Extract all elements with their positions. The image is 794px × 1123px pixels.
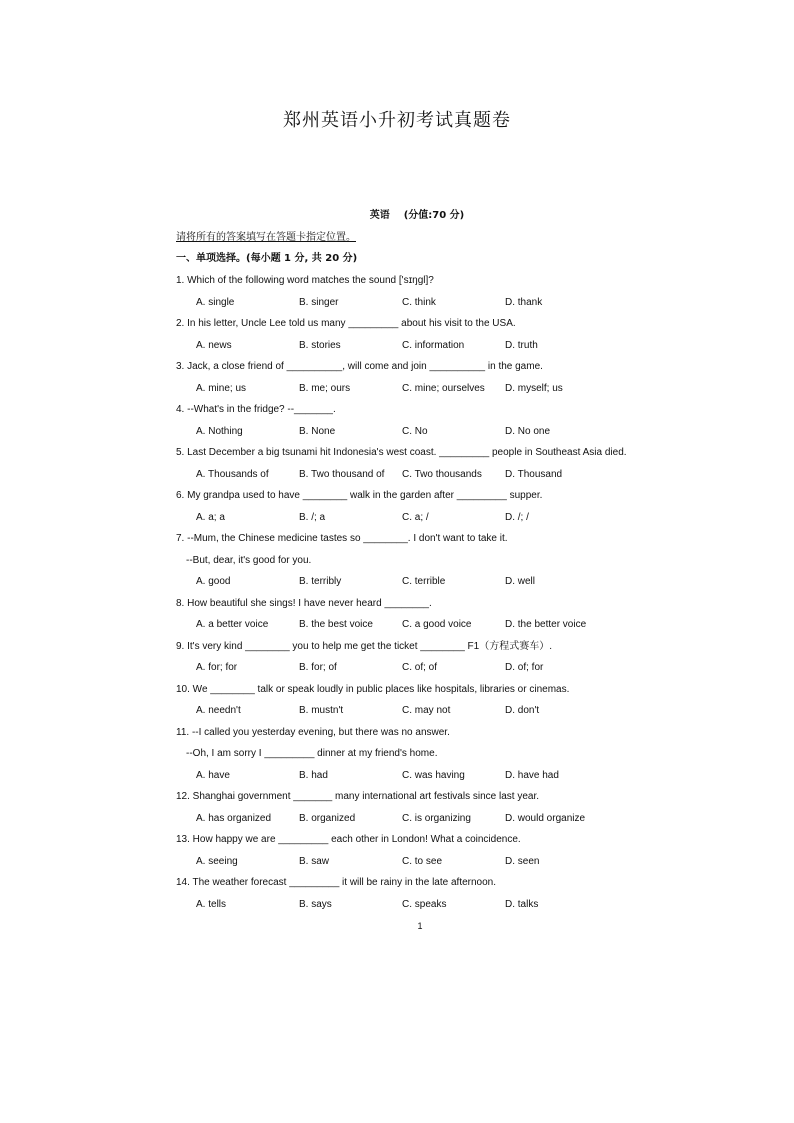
- document-title: 郑州英语小升初考试真题卷: [283, 110, 511, 131]
- answer-option-c: C. may not: [402, 705, 451, 716]
- question-stem: 2. In his letter, Uncle Lee told us many _________ about his visit to the USA.: [176, 318, 516, 329]
- answer-options: [176, 765, 696, 787]
- answer-options: [176, 378, 696, 400]
- answer-options: [176, 464, 696, 486]
- answer-option-c: C. a; /: [402, 511, 429, 523]
- part-heading: 一、单项选择。(每小题 1 分, 共 20 分): [176, 253, 358, 264]
- instruction-text: 请将所有的答案填写在答题卡指定位置。: [176, 232, 356, 243]
- answer-option-c: C. to see: [402, 855, 443, 867]
- answer-option-d: D. well: [505, 576, 536, 587]
- question-stem: 10. We ________ talk or speak loudly in public places like hospitals, libraries or cinemas.: [176, 683, 570, 695]
- answer-options: [176, 571, 696, 593]
- question-stem-continued: --But, dear, it's good for you.: [186, 554, 312, 566]
- question-stem: 11. --I called you yesterday evening, but there was no answer.: [176, 726, 450, 738]
- answer-option-c: C. No: [402, 425, 428, 437]
- answer-option-a: A. mine; us: [196, 382, 247, 394]
- answer-options: [176, 507, 696, 529]
- answer-option-c: C. was having: [402, 769, 465, 781]
- question-stem: 8. How beautiful she sings! I have never heard ________.: [176, 597, 432, 609]
- answer-options: [176, 657, 696, 679]
- question-stem: 7. --Mum, the Chinese medicine tastes so ________. I don't want to take it.: [176, 533, 508, 544]
- answer-option-b: B. Two thousand of: [299, 468, 385, 480]
- answer-option-b: B. saw: [299, 855, 330, 867]
- question-stem: 6. My grandpa used to have ________ walk in the garden after _________ supper.: [176, 490, 543, 501]
- answer-option-c: C. is organizing: [402, 812, 471, 824]
- answer-option-a: A. seeing: [196, 855, 238, 867]
- score-label: (分值:70 分): [403, 210, 465, 221]
- question-stem: 12. Shanghai government _______ many international art festivals since last year.: [176, 791, 539, 802]
- answer-option-b: B. /; a: [299, 511, 326, 523]
- answer-option-b: B. mustn't: [299, 705, 344, 716]
- answer-option-a: A. tells: [196, 898, 227, 910]
- answer-option-d: D. don't: [505, 705, 540, 716]
- answer-option-d: D. Thousand: [505, 468, 563, 480]
- answer-options: [176, 851, 696, 873]
- answer-option-a: A. has organized: [196, 812, 272, 824]
- answer-option-b: B. None: [299, 425, 336, 437]
- answer-option-a: A. for; for: [196, 662, 238, 673]
- answer-option-c: C. terrible: [402, 576, 446, 587]
- answer-options: [176, 614, 696, 636]
- answer-option-d: D. truth: [505, 339, 538, 351]
- answer-option-d: D. have had: [505, 769, 559, 781]
- answer-option-b: B. stories: [299, 339, 341, 351]
- question-stem: 14. The weather forecast _________ it will be rainy in the late afternoon.: [176, 877, 497, 888]
- question-stem: 3. Jack, a close friend of __________, will come and join __________ in the game.: [176, 361, 543, 372]
- answer-option-a: A. good: [196, 576, 231, 587]
- answer-option-a: A. single: [196, 296, 235, 308]
- question-stem: 5. Last December a big tsunami hit Indonesia's west coast. _________ people in Southeast Asia died.: [176, 447, 627, 458]
- answer-option-a: A. a better voice: [196, 619, 269, 630]
- answer-option-b: B. organized: [299, 812, 356, 824]
- question-list: [176, 270, 696, 915]
- answer-options: [176, 421, 696, 443]
- answer-option-d: D. myself; us: [505, 382, 563, 394]
- answer-option-c: C. information: [402, 339, 465, 351]
- section-header: [0, 206, 794, 221]
- answer-option-a: A. Thousands of: [196, 468, 269, 480]
- question-stem-continued: --Oh, I am sorry I _________ dinner at my friend's home.: [186, 748, 438, 759]
- answer-option-c: C. Two thousands: [402, 468, 482, 480]
- answer-option-c: C. a good voice: [402, 619, 472, 630]
- answer-options: [176, 894, 696, 916]
- answer-option-a: A. news: [196, 339, 232, 351]
- answer-option-b: B. terribly: [299, 576, 342, 587]
- answer-option-d: D. talks: [505, 898, 539, 910]
- answer-options: [176, 700, 696, 722]
- answer-options: [176, 292, 696, 314]
- answer-option-a: A. Nothing: [196, 425, 243, 437]
- answer-option-b: B. for; of: [299, 662, 337, 673]
- answer-option-b: B. the best voice: [299, 619, 373, 630]
- answer-options: [176, 335, 696, 357]
- answer-option-d: D. would organize: [505, 812, 586, 824]
- answer-option-b: B. says: [299, 898, 332, 910]
- answer-option-d: D. thank: [505, 296, 543, 308]
- question-stem: 13. How happy we are _________ each other in London! What a coincidence.: [176, 834, 521, 845]
- answer-option-b: B. singer: [299, 296, 339, 308]
- answer-option-c: C. think: [402, 296, 436, 308]
- answer-options: [176, 808, 696, 830]
- answer-option-d: D. the better voice: [505, 619, 587, 630]
- answer-option-b: B. had: [299, 769, 328, 781]
- answer-option-a: A. a; a: [196, 511, 225, 523]
- question-stem: 9. It's very kind ________ you to help me get the ticket ________ F1（方程式赛车）.: [176, 640, 552, 652]
- answer-option-a: A. needn't: [196, 705, 241, 716]
- answer-option-a: A. have: [196, 769, 230, 781]
- answer-option-c: C. mine; ourselves: [402, 382, 485, 394]
- answer-option-d: D. No one: [505, 425, 551, 437]
- answer-option-d: D. /; /: [505, 511, 529, 523]
- subject-label: 英语: [369, 210, 390, 221]
- answer-option-b: B. me; ours: [299, 382, 351, 394]
- answer-option-d: D. seen: [505, 855, 540, 867]
- answer-option-c: C. of; of: [402, 662, 438, 673]
- question-stem: 4. --What's in the fridge? --_______.: [176, 404, 336, 415]
- question-stem: 1. Which of the following word matches the sound ['sɪŋgl]?: [176, 275, 434, 286]
- answer-option-d: D. of; for: [505, 662, 544, 673]
- answer-option-c: C. speaks: [402, 898, 447, 910]
- page-number: 1: [417, 921, 423, 931]
